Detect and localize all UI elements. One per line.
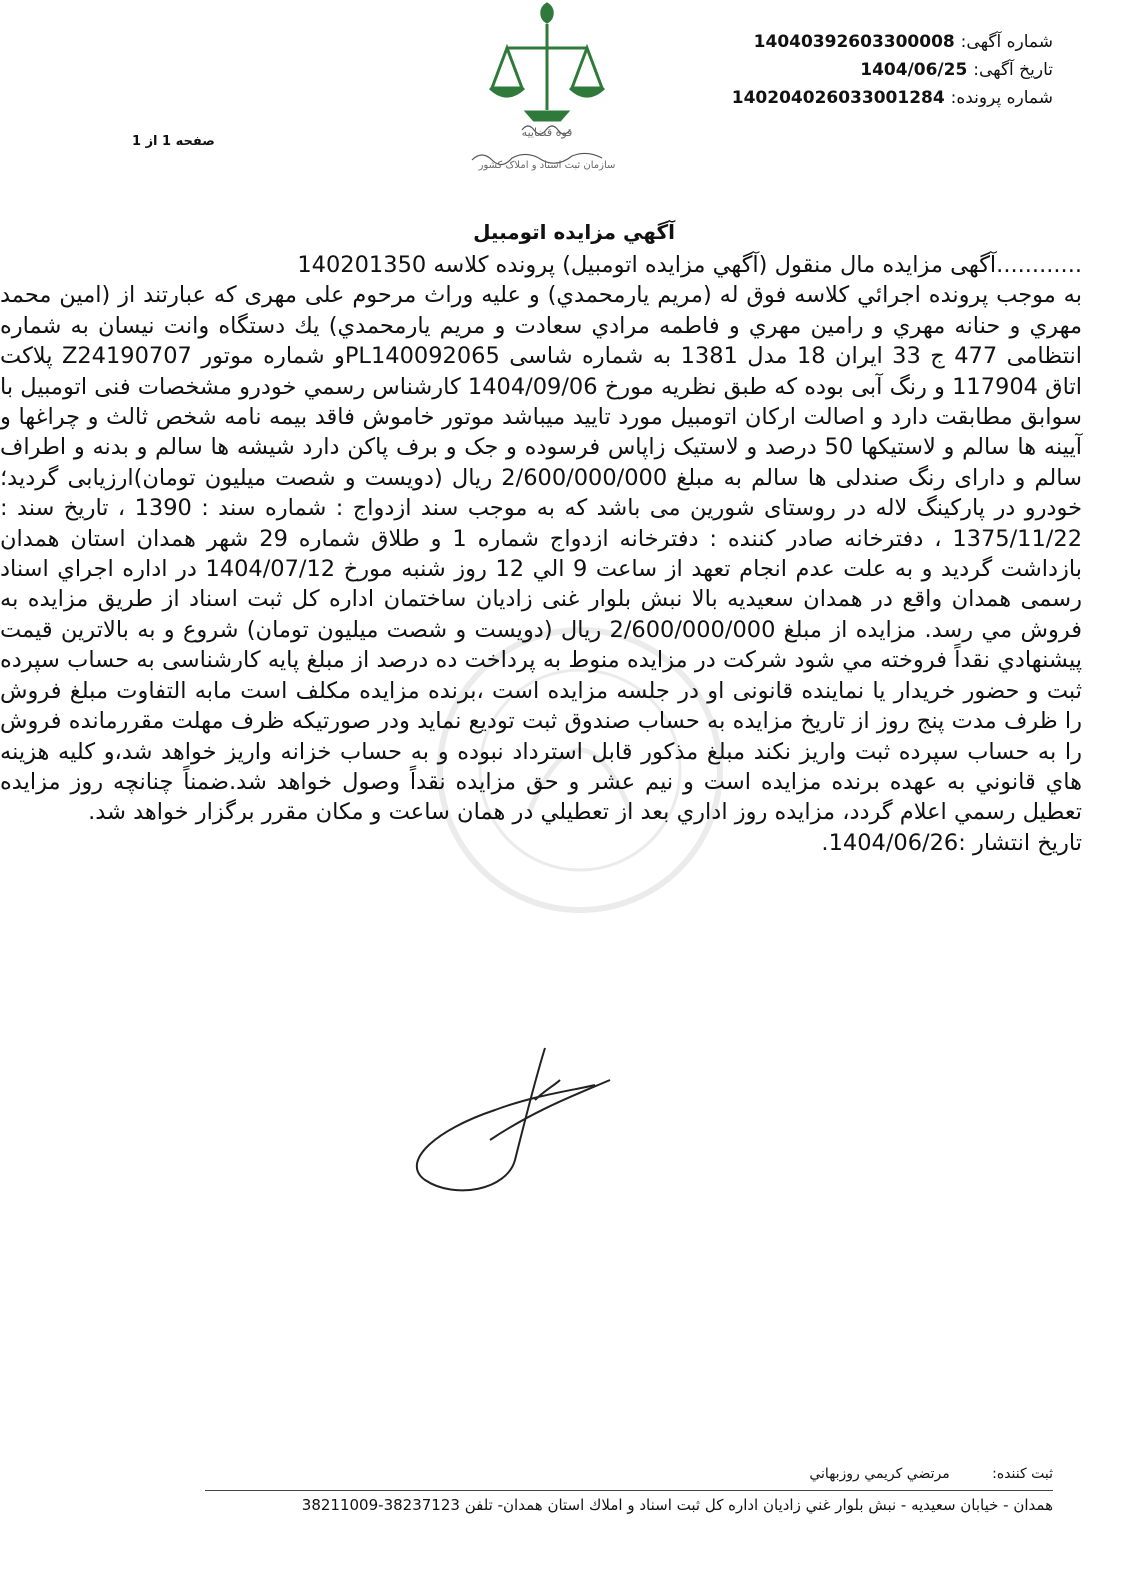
ad-number-row: [732, 28, 1053, 56]
emblem-text-2: سازمان ثبت اسناد و املاک کشور: [478, 160, 616, 171]
registrar-row: [205, 1462, 1053, 1486]
registrar-name: مرتضي كريمي روزبهاني: [809, 1466, 950, 1482]
footer-divider: [205, 1490, 1053, 1491]
notice-paragraph: به موجب پرونده اجرائي كلاسه فوق له (مريم يارمحمدي) و عليه وراث مرحوم علی مهری كه عبارتند از (امين محمد مهري و حنانه مهري و رامين مهري و فاطمه مرادي سعادت و مريم يارمحمدي) يك دستگاه وانت نیسان به شماره انتظامی 477 ج 33 ایران 18 مدل 1381 به شماره شاسی PL140092065و شماره موتور Z24190707 پلاکت اتاق 117904 و رنگ آبی بوده که طبق نظریه مورخ 1404/09/06 کارشناس رسمي خودرو مشخصات فنی اتومبیل با سوابق مطابقت دارد و اصالت ارکان اتومبیل مورد تایید میباشد موتور خاموش فاقد بیمه نامه شخص ثالث و چراغها و آیینه ها سالم و لاستیکها 50 درصد و لاستیک زاپاس فرسوده و جک و برف پاکن دارد شیشه ها سالم و بدنه و اطراف سالم و دارای رنگ صندلی ها سالم به مبلغ 2/600/000/000 ریال (دویست و شصت میلیون تومان)ارزیابی گردید؛خودرو در پارکینگ لاله در روستای شورین می باشد که به موجب سند ازدواج : شماره سند : 1390 ، تاریخ سند : 1375/11/22 ، دفترخانه صادر کننده : دفترخانه ازدواج شماره 1 و طلاق شماره 29 شهر همدان استان همدان بازداشت گرديد و به علت عدم انجام تعهد از ساعت 9 الي 12 روز شنبه مورخ 1404/07/12 در اداره اجراي اسناد رسمی همدان واقع در همدان سعیدیه بالا نبش بلوار غنی زادیان ساختمان اداره کل ثبت اسناد از طریق مزايده به فروش مي رسد. مزايده از مبلغ 2/600/000/000 ریال (دویست و شصت میلیون تومان) شروع و به بالاترين قيمت پيشنهادي نقداً فروخته مي شود شرکت در مزايده منوط به پرداخت ده درصد از مبلغ پایه کارشناسی به حساب سپرده ثبت و حضور خریدار یا نماینده قانونی او در جلسه مزایده است ،برنده مزايده مكلف است مابه التفاوت مبلغ فروش را ظرف مدت پنج روز از تاريخ مزايده به حساب صندوق ثبت تودیع نماید ودر صورتیكه ظرف مهلت مقررمانده فروش را به حساب سپرده ثبت واريز نكند مبلغ مذكور قابل استرداد نبوده و به حساب خزانه واريز خواهد شد،و كليه هزينه هاي قانوني به عهده برنده مزايده است و نيم عشر و حق مزايده نقداً وصول خواهد شد.ضمناً چنانچه روز مزايده تعطيل رسمي اعلام گردد، مزايده روز اداري بعد از تعطيلي در همان ساعت و مكان مقرر برگزار خواهد شد.: [0, 282, 1083, 826]
signature-icon: [395, 1040, 625, 1200]
case-number: 140204026033001284: [731, 88, 945, 108]
footer: [205, 1462, 1053, 1514]
case-number-row: [732, 84, 1053, 112]
judiciary-emblem-icon: [462, 0, 632, 180]
emblem-text-1: قوه قضاییه: [521, 126, 573, 139]
ad-date: 1404/06/25: [860, 60, 968, 80]
header-meta: [732, 28, 1053, 112]
ad-date-row: [732, 56, 1053, 84]
ad-number: 14040392603300008: [753, 32, 955, 52]
page-info: صفحه 1 از 1: [132, 134, 215, 149]
notice-intro-line: ............آگهی مزایده مال منقول (آگهي مزايده اتومبيل) پرونده كلاسه 140201350: [297, 252, 1082, 278]
notice-title: آگهي مزايده اتومبيل: [473, 220, 675, 244]
registrar-label: ثبت کننده:: [992, 1466, 1053, 1482]
ad-date-label: تاریخ آگهی:: [973, 60, 1053, 80]
publish-date: تاریخ انتشار :1404/06/26.: [821, 829, 1082, 856]
case-number-label: شماره پرونده:: [950, 88, 1053, 108]
footer-address: همدان - خيابان سعيديه - نبش بلوار غني زاديان اداره كل ثبت اسناد و املاك استان همدان- تلفن 38237123-38211009: [301, 1496, 1053, 1514]
ad-number-label: شماره آگهی:: [960, 32, 1053, 52]
notice-body: [0, 250, 1082, 858]
